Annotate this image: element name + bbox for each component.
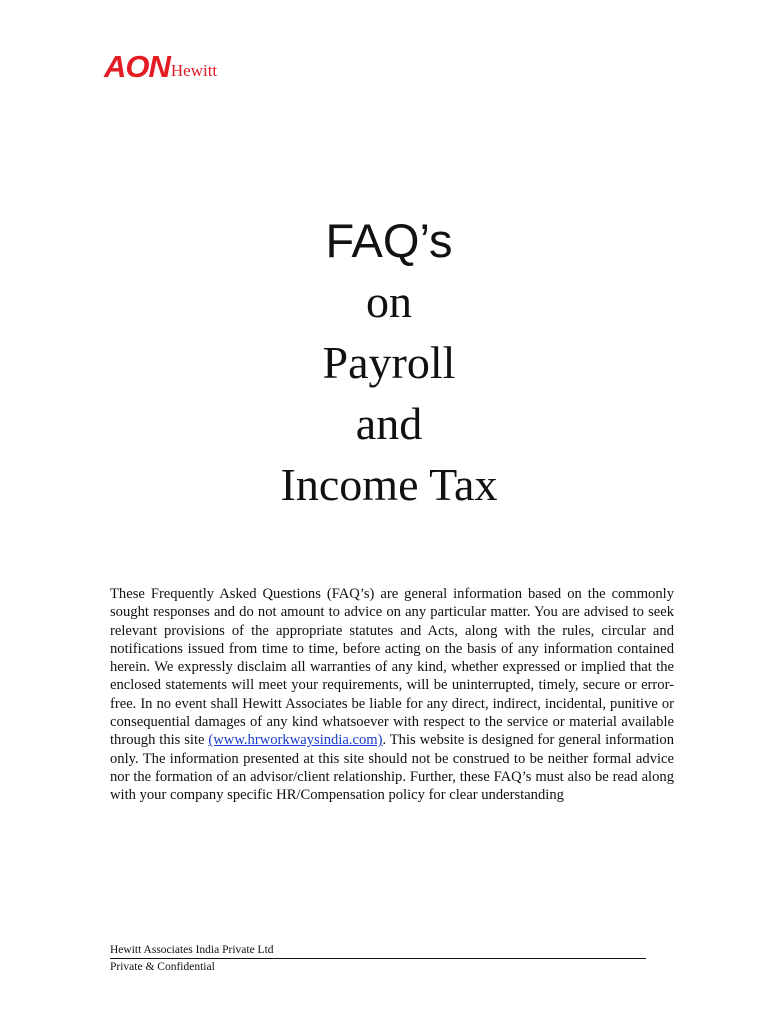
title-line-faqs: FAQ’s xyxy=(325,214,453,267)
disclaimer-text-before-link: These Frequently Asked Questions (FAQ’s) are general information based on the commonly sought responses and do not amount to advice on any particular matter. You are advised to seek relevant provisions of the appropriate statutes and Acts, along with the rules, circular and notifications issued from time to time, before acting on the basis of any information contained herein. We expressly disclaim all warranties of any kind, whether expressed or implied that the enclosed statements will meet your requirements, will be uninterrupted, timely, secure or error-free. In no event shall Hewitt Associates be liable for any direct, indirect, incidental, punitive or consequential damages of any kind whatsoever with respect to the service or material available through this site xyxy=(110,586,674,749)
aon-hewitt-logo xyxy=(104,48,217,82)
title-line-payroll: Payroll xyxy=(322,337,456,388)
disclaimer-paragraph xyxy=(110,585,674,805)
footer-company-name: Hewitt Associates India Private Ltd xyxy=(110,944,274,956)
title-line-on: on xyxy=(366,276,412,327)
footer-confidential-label: Private & Confidential xyxy=(110,961,215,973)
title-line-income-tax: Income Tax xyxy=(280,459,498,510)
document-title xyxy=(0,210,768,515)
website-link[interactable]: (www.hrworkwaysindia.com) xyxy=(208,732,383,749)
title-line-and: and xyxy=(355,398,423,449)
logo-hewitt-wordmark: Hewitt xyxy=(170,61,218,80)
logo-aon-wordmark: AON xyxy=(104,49,170,84)
disclaimer-text-after-link: . This website is designed for general information only. The information presented at this site should not be construed to be neither formal advice nor the formation of an advisor/client relationship. Further, these FAQ’s must also be read along with your company specific HR/Compensation policy for clear understanding xyxy=(110,732,674,804)
footer-divider xyxy=(110,958,646,959)
page-footer xyxy=(110,943,646,974)
